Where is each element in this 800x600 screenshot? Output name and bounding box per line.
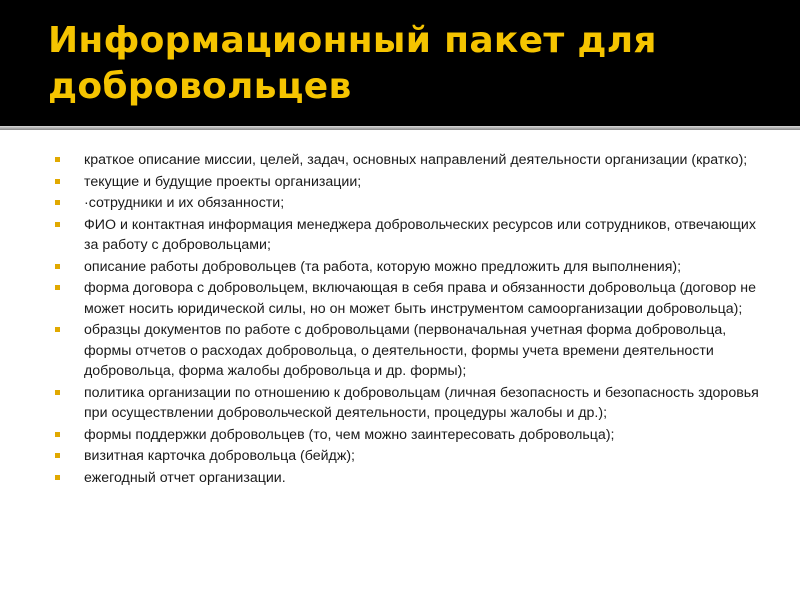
square-bullet-icon bbox=[55, 200, 60, 205]
list-item-text: форма договора с добровольцем, включающая в себя права и обязанности добровольца (договор не может носить юридической силы, но он может быть инструментом самоорганизации добровольца); bbox=[84, 280, 757, 317]
square-bullet-icon bbox=[55, 390, 60, 395]
list-item-text: ·сотрудники и их обязанности; bbox=[84, 195, 285, 212]
square-bullet-icon bbox=[55, 222, 60, 227]
list-item bbox=[52, 257, 764, 277]
list-item bbox=[52, 468, 764, 488]
list-item bbox=[52, 383, 764, 424]
list-item-text: ФИО и контактная информация менеджера добровольческих ресурсов или сотрудников, отвечающих за работу с добровольцами; bbox=[84, 216, 756, 254]
square-bullet-icon bbox=[55, 475, 60, 480]
list-item bbox=[52, 150, 764, 170]
list-item bbox=[52, 215, 764, 256]
list-item-text: визитная карточка добровольца (бейдж); bbox=[84, 448, 355, 465]
list-item bbox=[52, 320, 764, 381]
list-item-text: образцы документов по работе с добровольцами (первоначальная учетная форма добровольца, формы отчетов о расходах добровольца, о деятельности, формы учета времени деятельности добровольца, форма жалобы добровольца и др. формы); bbox=[84, 322, 727, 380]
title-band bbox=[0, 0, 800, 126]
list-item bbox=[52, 193, 764, 213]
list-item-text: описание работы добровольцев (та работа, которую можно предложить для выполнения); bbox=[84, 258, 682, 275]
list-item-text: ежегодный отчет организации. bbox=[84, 469, 286, 486]
square-bullet-icon bbox=[55, 264, 60, 269]
title-divider bbox=[0, 126, 800, 130]
square-bullet-icon bbox=[55, 179, 60, 184]
square-bullet-icon bbox=[55, 453, 60, 458]
list-item bbox=[52, 425, 764, 445]
square-bullet-icon bbox=[55, 157, 60, 162]
list-item-text: формы поддержки добровольцев (то, чем можно заинтересовать добровольца); bbox=[84, 426, 615, 443]
square-bullet-icon bbox=[55, 327, 60, 332]
list-item-text: политика организации по отношению к добровольцам (личная безопасность и безопасность здоровья при осуществлении добровольческой деятельности, процедуры жалобы и др.); bbox=[84, 384, 759, 422]
square-bullet-icon bbox=[55, 432, 60, 437]
list-item-text: текущие и будущие проекты организации; bbox=[84, 173, 362, 190]
list-item bbox=[52, 446, 764, 466]
list-item-text: краткое описание миссии, целей, задач, основных направлений деятельности организации (кратко); bbox=[84, 152, 748, 168]
list-item bbox=[52, 172, 764, 192]
bullet-list bbox=[52, 150, 764, 490]
slide-title: Информационный пакет для добровольцев bbox=[48, 20, 657, 107]
list-item bbox=[52, 278, 764, 319]
square-bullet-icon bbox=[55, 285, 60, 290]
